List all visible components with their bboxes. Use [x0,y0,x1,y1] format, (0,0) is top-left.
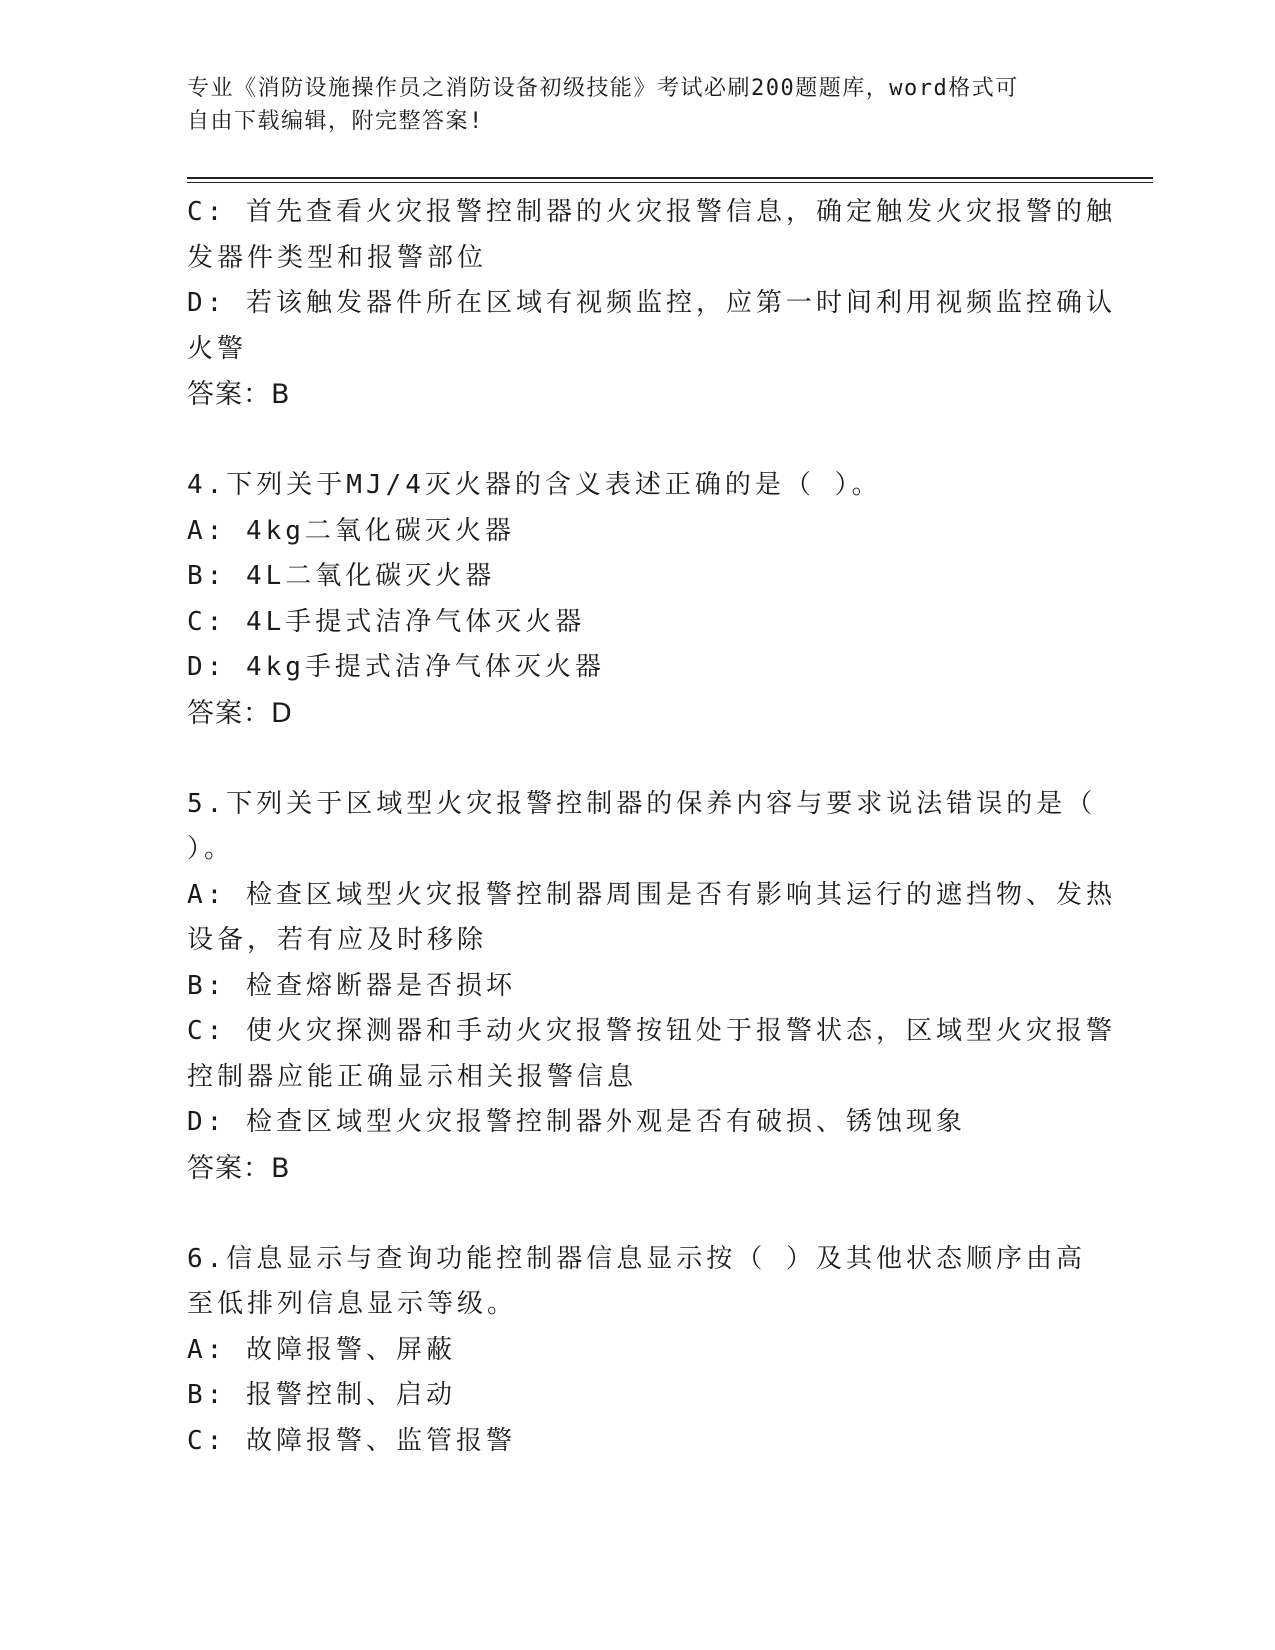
spacer [187,1191,1087,1237]
question-stem-line-1: 5.下列关于区域型火灾报警控制器的保养内容与要求说法错误的是（ [187,788,1097,819]
header-divider-thin [187,182,1153,183]
option-b: B: 4L二氧化碳灭火器 [187,561,496,591]
option-d: D: 4kg手提式洁净气体灭火器 [187,652,605,682]
option-a: A: 故障报警、屏蔽 [187,1334,456,1365]
option-c: C: 故障报警、监管报警 [187,1425,516,1456]
header-title-line-1: 专业《消防设施操作员之消防设备初级技能》考试必刷200题题库，word格式可 [187,76,1019,101]
question-5 [187,782,1116,1192]
answer: 答案：B [187,1152,291,1184]
option-c-line-1: C: 使火灾探测器和手动火灾报警按钮处于报警状态，区域型火灾报警 [187,1016,1116,1046]
question-stem-line-1: 6.信息显示与查询功能控制器信息显示按（ ）及其他状态顺序由高 [187,1243,1086,1274]
option-d-line-2: 火警 [187,333,248,364]
header-divider-thick [187,177,1153,179]
header-title-line-2: 自由下载编辑，附完整答案! [187,109,484,134]
spacer [187,418,1087,464]
option-b: B: 报警控制、启动 [187,1380,456,1410]
option-a-line-2: 设备，若有应及时移除 [187,925,488,955]
page-header [187,72,1087,138]
option-a-line-1: A: 检查区域型火灾报警控制器周围是否有影响其运行的遮挡物、发热 [187,879,1116,910]
question-stem-line-2: 至低排列信息显示等级。 [187,1289,518,1319]
option-c-line-2: 发器件类型和报警部位 [187,242,488,273]
question-4 [187,463,1087,736]
answer: 答案：D [187,697,293,729]
option-c-line-2: 控制器应能正确显示相关报警信息 [187,1061,638,1092]
spacer [187,736,1087,782]
question-stem-line-2: ）。 [187,834,235,864]
option-c-line-1: C: 首先查看火灾报警控制器的火灾报警信息，确定触发火灾报警的触 [187,197,1116,227]
question-6 [187,1237,1087,1465]
question-3 [187,190,1116,418]
option-d-line-1: D: 若该触发器件所在区域有视频监控，应第一时间利用视频监控确认 [187,288,1116,318]
question-list [187,190,1116,1464]
question-stem: 4.下列关于MJ/4灭火器的含义表述正确的是（ ）。 [187,470,882,500]
option-a: A: 4kg二氧化碳灭火器 [187,515,515,546]
option-c: C: 4L手提式洁净气体灭火器 [187,606,586,637]
answer: 答案：B [187,379,291,410]
option-d: D: 检查区域型火灾报警控制器外观是否有破损、锈蚀现象 [187,1107,966,1137]
option-b: B: 检查熔断器是否损坏 [187,970,516,1001]
